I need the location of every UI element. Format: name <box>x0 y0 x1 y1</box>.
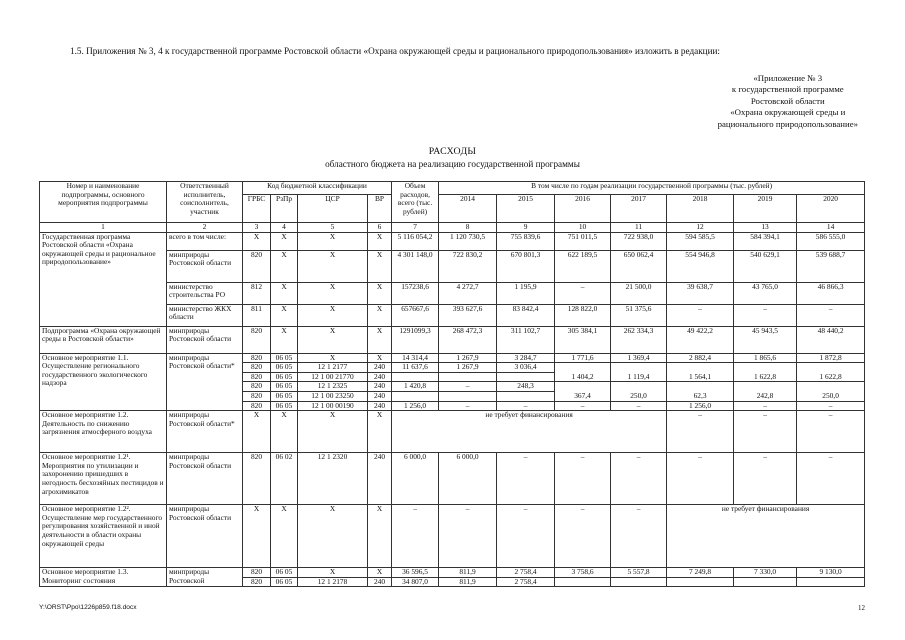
rzpr-cell: 06 05 <box>271 568 298 578</box>
column-number: 4 <box>271 223 298 233</box>
year-cell: – <box>555 282 611 304</box>
year-cell: 584 394,1 <box>734 232 797 250</box>
total-cell: 1291099,3 <box>392 326 439 353</box>
year-cell <box>667 577 734 587</box>
vr-cell: Х <box>368 411 392 453</box>
attachment-line: «Приложение № 3 <box>753 73 823 83</box>
year-cell: – <box>555 505 611 568</box>
total-cell <box>392 372 439 382</box>
year-cell: 586 555,0 <box>797 232 865 250</box>
year-cell: 250,0 <box>797 382 865 401</box>
csr-cell: Х <box>298 232 368 250</box>
rzpr-cell: 06 05 <box>271 577 298 587</box>
grbs-cell: Х <box>243 505 271 568</box>
rzpr-cell: 06 05 <box>271 391 298 401</box>
total-cell <box>392 391 439 401</box>
header-csr: ЦСР <box>298 195 368 223</box>
year-cell: 250,0 <box>611 382 667 401</box>
vr-cell: Х <box>368 505 392 568</box>
csr-cell: Х <box>298 411 368 453</box>
header-name: Номер и наименование подпрограммы, основного мероприятия подпрограммы <box>40 182 167 223</box>
rzpr-cell: Х <box>271 232 298 250</box>
grbs-cell: 820 <box>243 326 271 353</box>
year-cell: 242,8 <box>734 382 797 401</box>
executor-cell: минприроды Ростовской области* <box>167 411 243 453</box>
year-cell: 722 938,0 <box>611 232 667 250</box>
rzpr-cell: Х <box>271 326 298 353</box>
column-number: 5 <box>298 223 368 233</box>
year-cell: 1 564,1 <box>667 363 734 382</box>
year-cell: 811,9 <box>439 568 497 578</box>
total-cell: 36 596,5 <box>392 568 439 578</box>
total-cell: 11 637,6 <box>392 363 439 373</box>
activity-name: Основное мероприятие 1.2². Осуществление мер государственного регулирования хозяйственной и иной деятельности в области охраны окружающей среды <box>40 505 167 568</box>
table-row <box>40 411 865 453</box>
year-cell: – <box>497 505 555 568</box>
year-cell: – <box>667 453 734 505</box>
year-cell: 1 120 730,5 <box>439 232 497 250</box>
column-number: 6 <box>368 223 392 233</box>
column-number: 11 <box>611 223 667 233</box>
subprogram-name: Подпрограмма «Охрана окружающей среды в Ростовской области» <box>40 326 167 353</box>
grbs-cell: 820 <box>243 363 271 373</box>
year-cell <box>734 577 797 587</box>
year-cell <box>555 577 611 587</box>
year-cell <box>439 372 497 382</box>
year-cell: 4 272,7 <box>439 282 497 304</box>
year-cell: 6 000,0 <box>439 453 497 505</box>
year-cell: 45 943,5 <box>734 326 797 353</box>
vr-cell: 240 <box>368 363 392 373</box>
table-row <box>40 568 865 578</box>
executor-cell: минприроды Ростовской области <box>167 250 243 282</box>
activity-name: Основное мероприятие 1.1. Осуществление регионального государственного экологического надзора <box>40 353 167 411</box>
csr-cell: 12 1 00 23250 <box>298 391 368 401</box>
year-cell: 1 404,2 <box>555 363 611 382</box>
attachment-header <box>718 73 858 130</box>
year-cell: 650 062,4 <box>611 250 667 282</box>
vr-cell: 240 <box>368 372 392 382</box>
year-cell: 1 865,6 <box>734 353 797 363</box>
attachment-line: «Охрана окружающей среды и <box>730 107 846 118</box>
vr-cell: 240 <box>368 382 392 392</box>
csr-cell: Х <box>298 326 368 353</box>
year-cell: – <box>797 453 865 505</box>
year-cell: 1 267,9 <box>439 353 497 363</box>
grbs-cell: 820 <box>243 453 271 505</box>
grbs-cell: 820 <box>243 568 271 578</box>
year-cell: 128 822,0 <box>555 304 611 326</box>
year-cell: – <box>439 401 497 411</box>
total-cell: 1 420,8 <box>392 382 439 392</box>
no-funding-note: не требует финансирования <box>667 505 865 568</box>
column-numbers-row <box>40 223 865 233</box>
total-cell: 4 301 148,0 <box>392 250 439 282</box>
year-cell: 1 872,8 <box>797 353 865 363</box>
year-cell: – <box>667 411 734 453</box>
rzpr-cell: 06 05 <box>271 401 298 411</box>
year-cell: 268 472,3 <box>439 326 497 353</box>
column-number: 10 <box>555 223 611 233</box>
year-cell: 1 771,6 <box>555 353 611 363</box>
vr-cell: 240 <box>368 453 392 505</box>
rzpr-cell: 06 05 <box>271 382 298 392</box>
year-cell: 7 330,0 <box>734 568 797 578</box>
column-number: 9 <box>497 223 555 233</box>
csr-cell: Х <box>298 568 368 578</box>
table-row <box>40 453 865 505</box>
grbs-cell: 820 <box>243 577 271 587</box>
year-cell <box>611 577 667 587</box>
attachment-line: рационального природопользование» <box>717 118 858 129</box>
column-number: 14 <box>797 223 865 233</box>
year-cell: 305 384,1 <box>555 326 611 353</box>
vr-cell: Х <box>368 353 392 363</box>
year-cell: 3 036,4 <box>497 363 555 373</box>
year-cell <box>497 372 555 382</box>
vr-cell: 240 <box>368 577 392 587</box>
year-cell: 2 882,4 <box>667 353 734 363</box>
vr-cell: Х <box>368 250 392 282</box>
csr-cell: Х <box>298 282 368 304</box>
vr-cell: 240 <box>368 391 392 401</box>
csr-cell: 12 1 2320 <box>298 453 368 505</box>
grbs-cell: 812 <box>243 282 271 304</box>
year-cell: 21 500,0 <box>611 282 667 304</box>
page-number: 12 <box>858 604 865 612</box>
year-cell: – <box>497 453 555 505</box>
year-cell <box>797 577 865 587</box>
csr-cell: Х <box>298 505 368 568</box>
csr-cell: 12 1 00 00190 <box>298 401 368 411</box>
year-cell <box>497 391 555 401</box>
csr-cell: Х <box>298 250 368 282</box>
header-year: 2019 <box>734 195 797 223</box>
year-cell: 48 440,2 <box>797 326 865 353</box>
year-cell: 43 765,0 <box>734 282 797 304</box>
vr-cell: 240 <box>368 401 392 411</box>
year-cell: – <box>734 304 797 326</box>
vr-cell: Х <box>368 232 392 250</box>
grbs-cell: 820 <box>243 372 271 382</box>
year-cell: 46 866,3 <box>797 282 865 304</box>
rzpr-cell: 06 05 <box>271 363 298 373</box>
vr-cell: Х <box>368 326 392 353</box>
year-cell: 39 638,7 <box>667 282 734 304</box>
column-number: 1 <box>40 223 167 233</box>
intro-paragraph: 1.5. Приложения № 3, 4 к государственной программе Ростовской области «Охрана окружающей среды и рационального природопользования» изложить в редакции: <box>70 46 720 56</box>
year-cell: – <box>667 304 734 326</box>
header-year: 2020 <box>797 195 865 223</box>
header-year: 2018 <box>667 195 734 223</box>
executor-cell: минприроды Ростовской области <box>167 326 243 353</box>
rzpr-cell: Х <box>271 505 298 568</box>
document-subtitle: областного бюджета на реализацию государственной программы <box>325 159 580 169</box>
year-cell: 1 369,4 <box>611 353 667 363</box>
year-cell: 722 830,2 <box>439 250 497 282</box>
year-cell: 755 839,6 <box>497 232 555 250</box>
total-cell: 157238,6 <box>392 282 439 304</box>
header-grbs: ГРБС <box>243 195 271 223</box>
year-cell: 1 256,0 <box>667 401 734 411</box>
executor-cell: минприроды Ростовской области <box>167 505 243 568</box>
column-number: 7 <box>392 223 439 233</box>
activity-name: Основное мероприятие 1.3. Мониторинг состояния <box>40 568 167 587</box>
document-title: РАСХОДЫ <box>428 146 477 157</box>
year-cell: – <box>611 453 667 505</box>
grbs-cell: 820 <box>243 250 271 282</box>
executor-cell: всего в том числе: <box>167 232 243 250</box>
column-number: 13 <box>734 223 797 233</box>
csr-cell: 12 1 00 21770 <box>298 372 368 382</box>
vr-cell: Х <box>368 304 392 326</box>
vr-cell: Х <box>368 568 392 578</box>
year-cell: 1 195,9 <box>497 282 555 304</box>
grbs-cell: 811 <box>243 304 271 326</box>
executor-cell: минприроды Ростовской <box>167 568 243 587</box>
executor-cell: министерство ЖКХ области <box>167 304 243 326</box>
year-cell: 367,4 <box>555 382 611 401</box>
activity-name: Основное мероприятие 1.2. Деятельность по снижению загрязнения атмосферного воздуха <box>40 411 167 453</box>
year-cell: 811,9 <box>439 577 497 587</box>
activity-name: Основное мероприятие 1.2¹. Мероприятия по утилизации и захоронению пришедших в негодность бесхозяйных пестицидов и агрохимикатов <box>40 453 167 505</box>
csr-cell: Х <box>298 353 368 363</box>
grbs-cell: 820 <box>243 353 271 363</box>
column-number: 8 <box>439 223 497 233</box>
header-year: 2016 <box>555 195 611 223</box>
rzpr-cell: Х <box>271 304 298 326</box>
column-number: 2 <box>167 223 243 233</box>
year-cell: 9 130,0 <box>797 568 865 578</box>
year-cell: – <box>611 401 667 411</box>
header-year: 2017 <box>611 195 667 223</box>
grbs-cell: 820 <box>243 382 271 392</box>
grbs-cell: Х <box>243 411 271 453</box>
year-cell: 594 585,5 <box>667 232 734 250</box>
header-years-caption: В том числе по годам реализации государственной программы (тыс. рублей) <box>439 182 865 195</box>
year-cell: – <box>439 505 497 568</box>
year-cell: 5 557,8 <box>611 568 667 578</box>
column-number: 12 <box>667 223 734 233</box>
year-cell: 1 622,8 <box>734 363 797 382</box>
total-cell: 34 807,0 <box>392 577 439 587</box>
year-cell: – <box>439 382 497 392</box>
attachment-line: к государственной программе <box>731 84 844 95</box>
total-cell: – <box>392 505 439 568</box>
year-cell: 83 842,4 <box>497 304 555 326</box>
grbs-cell: 820 <box>243 401 271 411</box>
header-rzpr: РзПр <box>271 195 298 223</box>
header-budget-code: Код бюджетной классификации <box>243 182 392 195</box>
rzpr-cell: Х <box>271 250 298 282</box>
header-executor: Ответственный исполнитель, соисполнитель, участник <box>167 182 243 223</box>
total-cell: 14 314,4 <box>392 353 439 363</box>
rzpr-cell: 06 02 <box>271 453 298 505</box>
vr-cell: Х <box>368 282 392 304</box>
rzpr-cell: 06 05 <box>271 353 298 363</box>
no-funding-note: не требует финансирования <box>392 411 667 453</box>
year-cell: 554 946,8 <box>667 250 734 282</box>
expenses-table <box>39 181 865 587</box>
rzpr-cell: Х <box>271 411 298 453</box>
year-cell: 311 102,7 <box>497 326 555 353</box>
year-cell: 751 011,5 <box>555 232 611 250</box>
csr-cell: 12 1 2177 <box>298 363 368 373</box>
year-cell: 51 375,6 <box>611 304 667 326</box>
total-cell: 6 000,0 <box>392 453 439 505</box>
year-cell: 622 189,5 <box>555 250 611 282</box>
year-cell: 62,3 <box>667 382 734 401</box>
program-name: Государственная программа Ростовской области «Охрана окружающей среды и рациональное природопользование» <box>40 232 167 326</box>
year-cell: 1 267,9 <box>439 363 497 373</box>
total-cell: 5 116 054,2 <box>392 232 439 250</box>
csr-cell: Х <box>298 304 368 326</box>
table-row <box>40 326 865 353</box>
total-cell: 657667,6 <box>392 304 439 326</box>
year-cell: – <box>734 411 797 453</box>
table-row <box>40 505 865 568</box>
table-row <box>40 232 865 250</box>
year-cell: 393 627,6 <box>439 304 497 326</box>
year-cell: – <box>734 453 797 505</box>
year-cell: – <box>797 401 865 411</box>
year-cell: 1 119,4 <box>611 363 667 382</box>
total-cell: 1 256,0 <box>392 401 439 411</box>
year-cell: – <box>734 401 797 411</box>
executor-cell: минприроды Ростовской области* <box>167 353 243 411</box>
header-year: 2015 <box>497 195 555 223</box>
year-cell: – <box>555 453 611 505</box>
table-row <box>40 353 865 363</box>
year-cell: – <box>611 505 667 568</box>
year-cell: 7 249,8 <box>667 568 734 578</box>
year-cell: 1 622,8 <box>797 363 865 382</box>
csr-cell: 12 1 2325 <box>298 382 368 392</box>
year-cell: 2 758,4 <box>497 568 555 578</box>
grbs-cell: 820 <box>243 391 271 401</box>
file-path: Y:\ORST\Ppo\1226p859.f18.docx <box>39 604 137 611</box>
csr-cell: 12 1 2178 <box>298 577 368 587</box>
year-cell: – <box>797 304 865 326</box>
year-cell: 539 688,7 <box>797 250 865 282</box>
executor-cell: министерство строительства РО <box>167 282 243 304</box>
year-cell: 248,3 <box>497 382 555 392</box>
header-year: 2014 <box>439 195 497 223</box>
year-cell: – <box>497 401 555 411</box>
executor-cell: минприроды Ростовской области <box>167 453 243 505</box>
year-cell: 3 758,6 <box>555 568 611 578</box>
attachment-line: Ростовской области <box>750 95 825 106</box>
rzpr-cell: 06 05 <box>271 372 298 382</box>
year-cell: 540 629,1 <box>734 250 797 282</box>
year-cell: – <box>555 401 611 411</box>
year-cell: 2 758,4 <box>497 577 555 587</box>
header-total: Объем расходов, всего (тыс. рублей) <box>392 182 439 223</box>
year-cell: 262 334,3 <box>611 326 667 353</box>
header-vr: ВР <box>368 195 392 223</box>
year-cell: 670 801,3 <box>497 250 555 282</box>
year-cell <box>439 391 497 401</box>
year-cell: 49 422,2 <box>667 326 734 353</box>
rzpr-cell: Х <box>271 282 298 304</box>
year-cell: – <box>797 411 865 453</box>
year-cell: 3 284,7 <box>497 353 555 363</box>
grbs-cell: Х <box>243 232 271 250</box>
column-number: 3 <box>243 223 271 233</box>
